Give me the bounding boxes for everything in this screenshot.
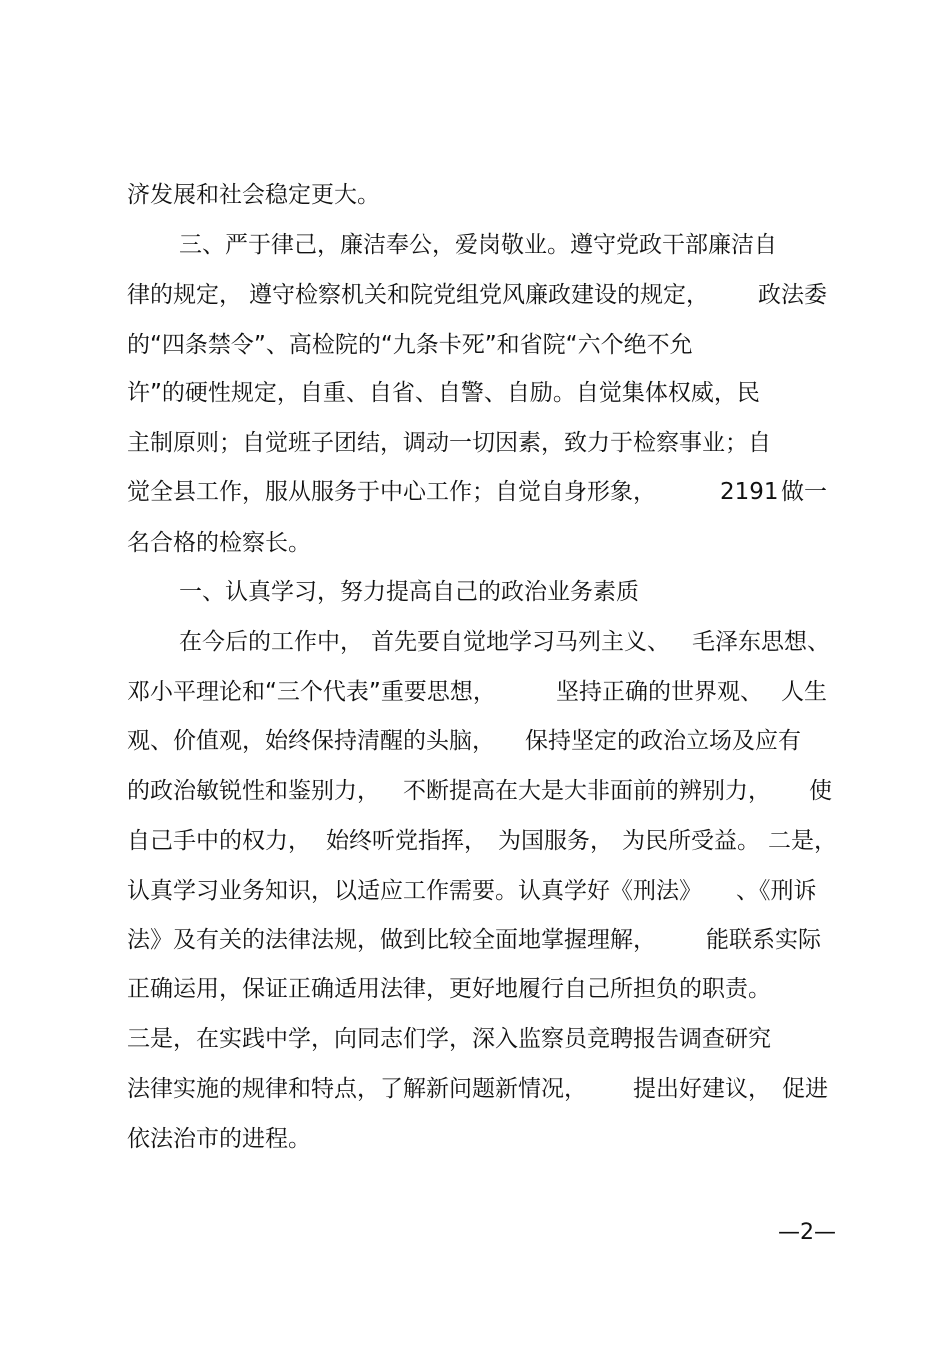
text-segment: 主制原则；自觉班子团结，调动一切因素，致力于检察事业；自 xyxy=(127,430,771,456)
page-number: —2— xyxy=(778,1220,836,1245)
text-line xyxy=(0,1069,950,1109)
text-line xyxy=(0,373,950,413)
text-segment: 保持坚定的政治立场及应有 xyxy=(525,728,801,754)
text-segment: 许”的硬性规定，自重、自省、自警、自励。自觉集体权威，民 xyxy=(127,380,760,406)
text-segment: 依法治市的进程。 xyxy=(127,1126,311,1152)
text-line xyxy=(0,622,950,662)
text-line xyxy=(0,472,950,512)
text-segment: 毛泽东思想、 xyxy=(692,629,830,655)
text-segment: 坚持正确的世界观、 xyxy=(556,679,763,705)
text-line xyxy=(0,721,950,761)
text-line xyxy=(0,225,950,265)
text-segment: 遵守检察机关和院党组党风廉政建设的规定， xyxy=(249,282,709,308)
text-segment: 人生 xyxy=(781,679,827,705)
text-line xyxy=(0,871,950,911)
section-heading xyxy=(0,572,950,612)
text-segment: 首先要自觉地学习马列主义、 xyxy=(371,629,670,655)
text-line xyxy=(0,920,950,960)
text-segment: 在今后的工作中， xyxy=(179,629,363,655)
text-segment: 的政治敏锐性和鉴别力， xyxy=(127,778,380,804)
text-segment: 促进 xyxy=(782,1076,828,1102)
text-segment: 做一 xyxy=(781,479,827,505)
text-segment: 为民所受益。 xyxy=(622,828,760,854)
text-segment: 法》及有关的法律法规，做到比较全面地掌握理解， xyxy=(127,927,656,953)
text-segment: 能联系实际 xyxy=(706,927,821,953)
text-segment: 提出好建议， xyxy=(633,1076,771,1102)
text-segment: 不断提高在大是大非面前的辨别力， xyxy=(403,778,771,804)
text-line xyxy=(0,523,950,563)
text-segment: 三是，在实践中学，向同志们学，深入监察员竞聘报告调查研究 xyxy=(127,1026,771,1052)
text-line xyxy=(0,423,950,463)
text-line xyxy=(0,1119,950,1159)
text-segment: 名合格的检察长。 xyxy=(127,530,311,556)
text-segment: 律的规定， xyxy=(127,282,242,308)
text-segment: 三、严于律己，廉洁奉公，爱岗敬业。遵守党政干部廉洁自 xyxy=(179,232,777,258)
text-segment: 的“四条禁令”、高检院的“九条卡死”和省院“六个绝不允 xyxy=(127,332,693,358)
text-segment: 一、认真学习，努力提高自己的政治业务素质 xyxy=(179,579,639,605)
text-segment: 、《刑诉 xyxy=(736,878,817,904)
text-segment: 2191 xyxy=(720,479,779,505)
text-segment: 正确运用，保证正确适用法律，更好地履行自己所担负的职责。 xyxy=(127,976,771,1002)
text-line xyxy=(0,771,950,811)
text-segment: 观、价值观，始终保持清醒的头脑， xyxy=(127,728,495,754)
text-line xyxy=(0,1019,950,1059)
text-segment: 邓小平理论和“三个代表”重要思想， xyxy=(127,679,496,705)
text-segment: 政法委 xyxy=(758,282,827,308)
text-segment: 济发展和社会稳定更大。 xyxy=(127,182,380,208)
text-line xyxy=(0,175,950,215)
text-segment: 自己手中的权力， xyxy=(127,828,311,854)
text-line xyxy=(0,325,950,365)
text-segment: 认真学习业务知识，以适应工作需要。认真学好《刑法》 xyxy=(127,878,702,904)
text-line xyxy=(0,969,950,1009)
text-line xyxy=(0,672,950,712)
text-segment: 觉全县工作，服从服务于中心工作；自觉自身形象， xyxy=(127,479,656,505)
text-segment: 始终听党指挥， xyxy=(326,828,487,854)
text-line xyxy=(0,821,950,861)
text-line xyxy=(0,275,950,315)
text-segment: 二是， xyxy=(768,828,837,854)
text-segment: 为国服务， xyxy=(498,828,613,854)
text-segment: 使 xyxy=(809,778,832,804)
text-segment: 法律实施的规律和特点，了解新问题新情况， xyxy=(127,1076,587,1102)
